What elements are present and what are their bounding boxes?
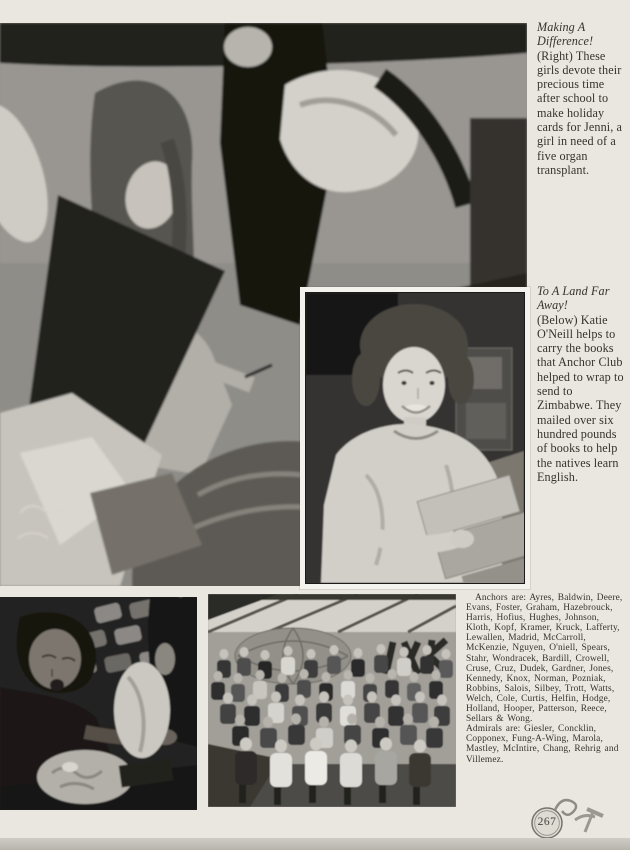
club-roster <box>466 593 627 765</box>
page-edge-shadow <box>0 838 630 850</box>
photo-anchor-club-group <box>208 594 456 807</box>
caption-to-a-land-far-away <box>537 284 629 484</box>
anchors-list: Anchors are: Ayres, Baldwin, Deere, Evans, Foster, Graham, Hazebrouck, Harris, Hofius, Hughes, Johnson, Kloth, Kopf, Kramer, Kruck, Lafferty, Lewallen, Madrid, McCarroll, McKenzie, Nguyen, O'niell, Spears, Stahr, Wondracek, Bardill, Crowell, Cruse, Cruz, Dudek, Gardner, Jones, Kennedy, Knox, Norman, Pozniak, Robbins, Salois, Silbey, Trott, Watts, Welch, Cole, Curtis, Helfin, Hodge, Holland, Hooper, Patterson, Reece, Sellars & Wong. <box>466 593 623 725</box>
caption-body: (Right) These girls devote their precious time after school to make holiday cards for Jenni, a girl in need of a five organ transplant. <box>537 48 623 177</box>
photo-katie-oneill-frame <box>300 287 530 589</box>
caption-body: (Below) Katie O'Neill helps to carry the books that Anchor Club helped to wrap to send to Zimbabwe. They mailed over six hundred pounds of books to help the natives learn English. <box>537 312 624 484</box>
photo-katie-oneill <box>305 292 525 584</box>
page-number: 267 <box>537 816 557 828</box>
photo-anchor-member <box>0 597 197 810</box>
caption-making-a-difference <box>537 20 629 177</box>
caption-title: To A Land Far Away! <box>537 284 610 313</box>
caption-title: Making A Difference! <box>537 20 594 49</box>
admirals-list: Admirals are: Giesler, Concklin, Copponex, Fung-A-Wing, Marola, Mastley, McIntire, Chang, Rehrig and Villemez. <box>466 724 619 765</box>
